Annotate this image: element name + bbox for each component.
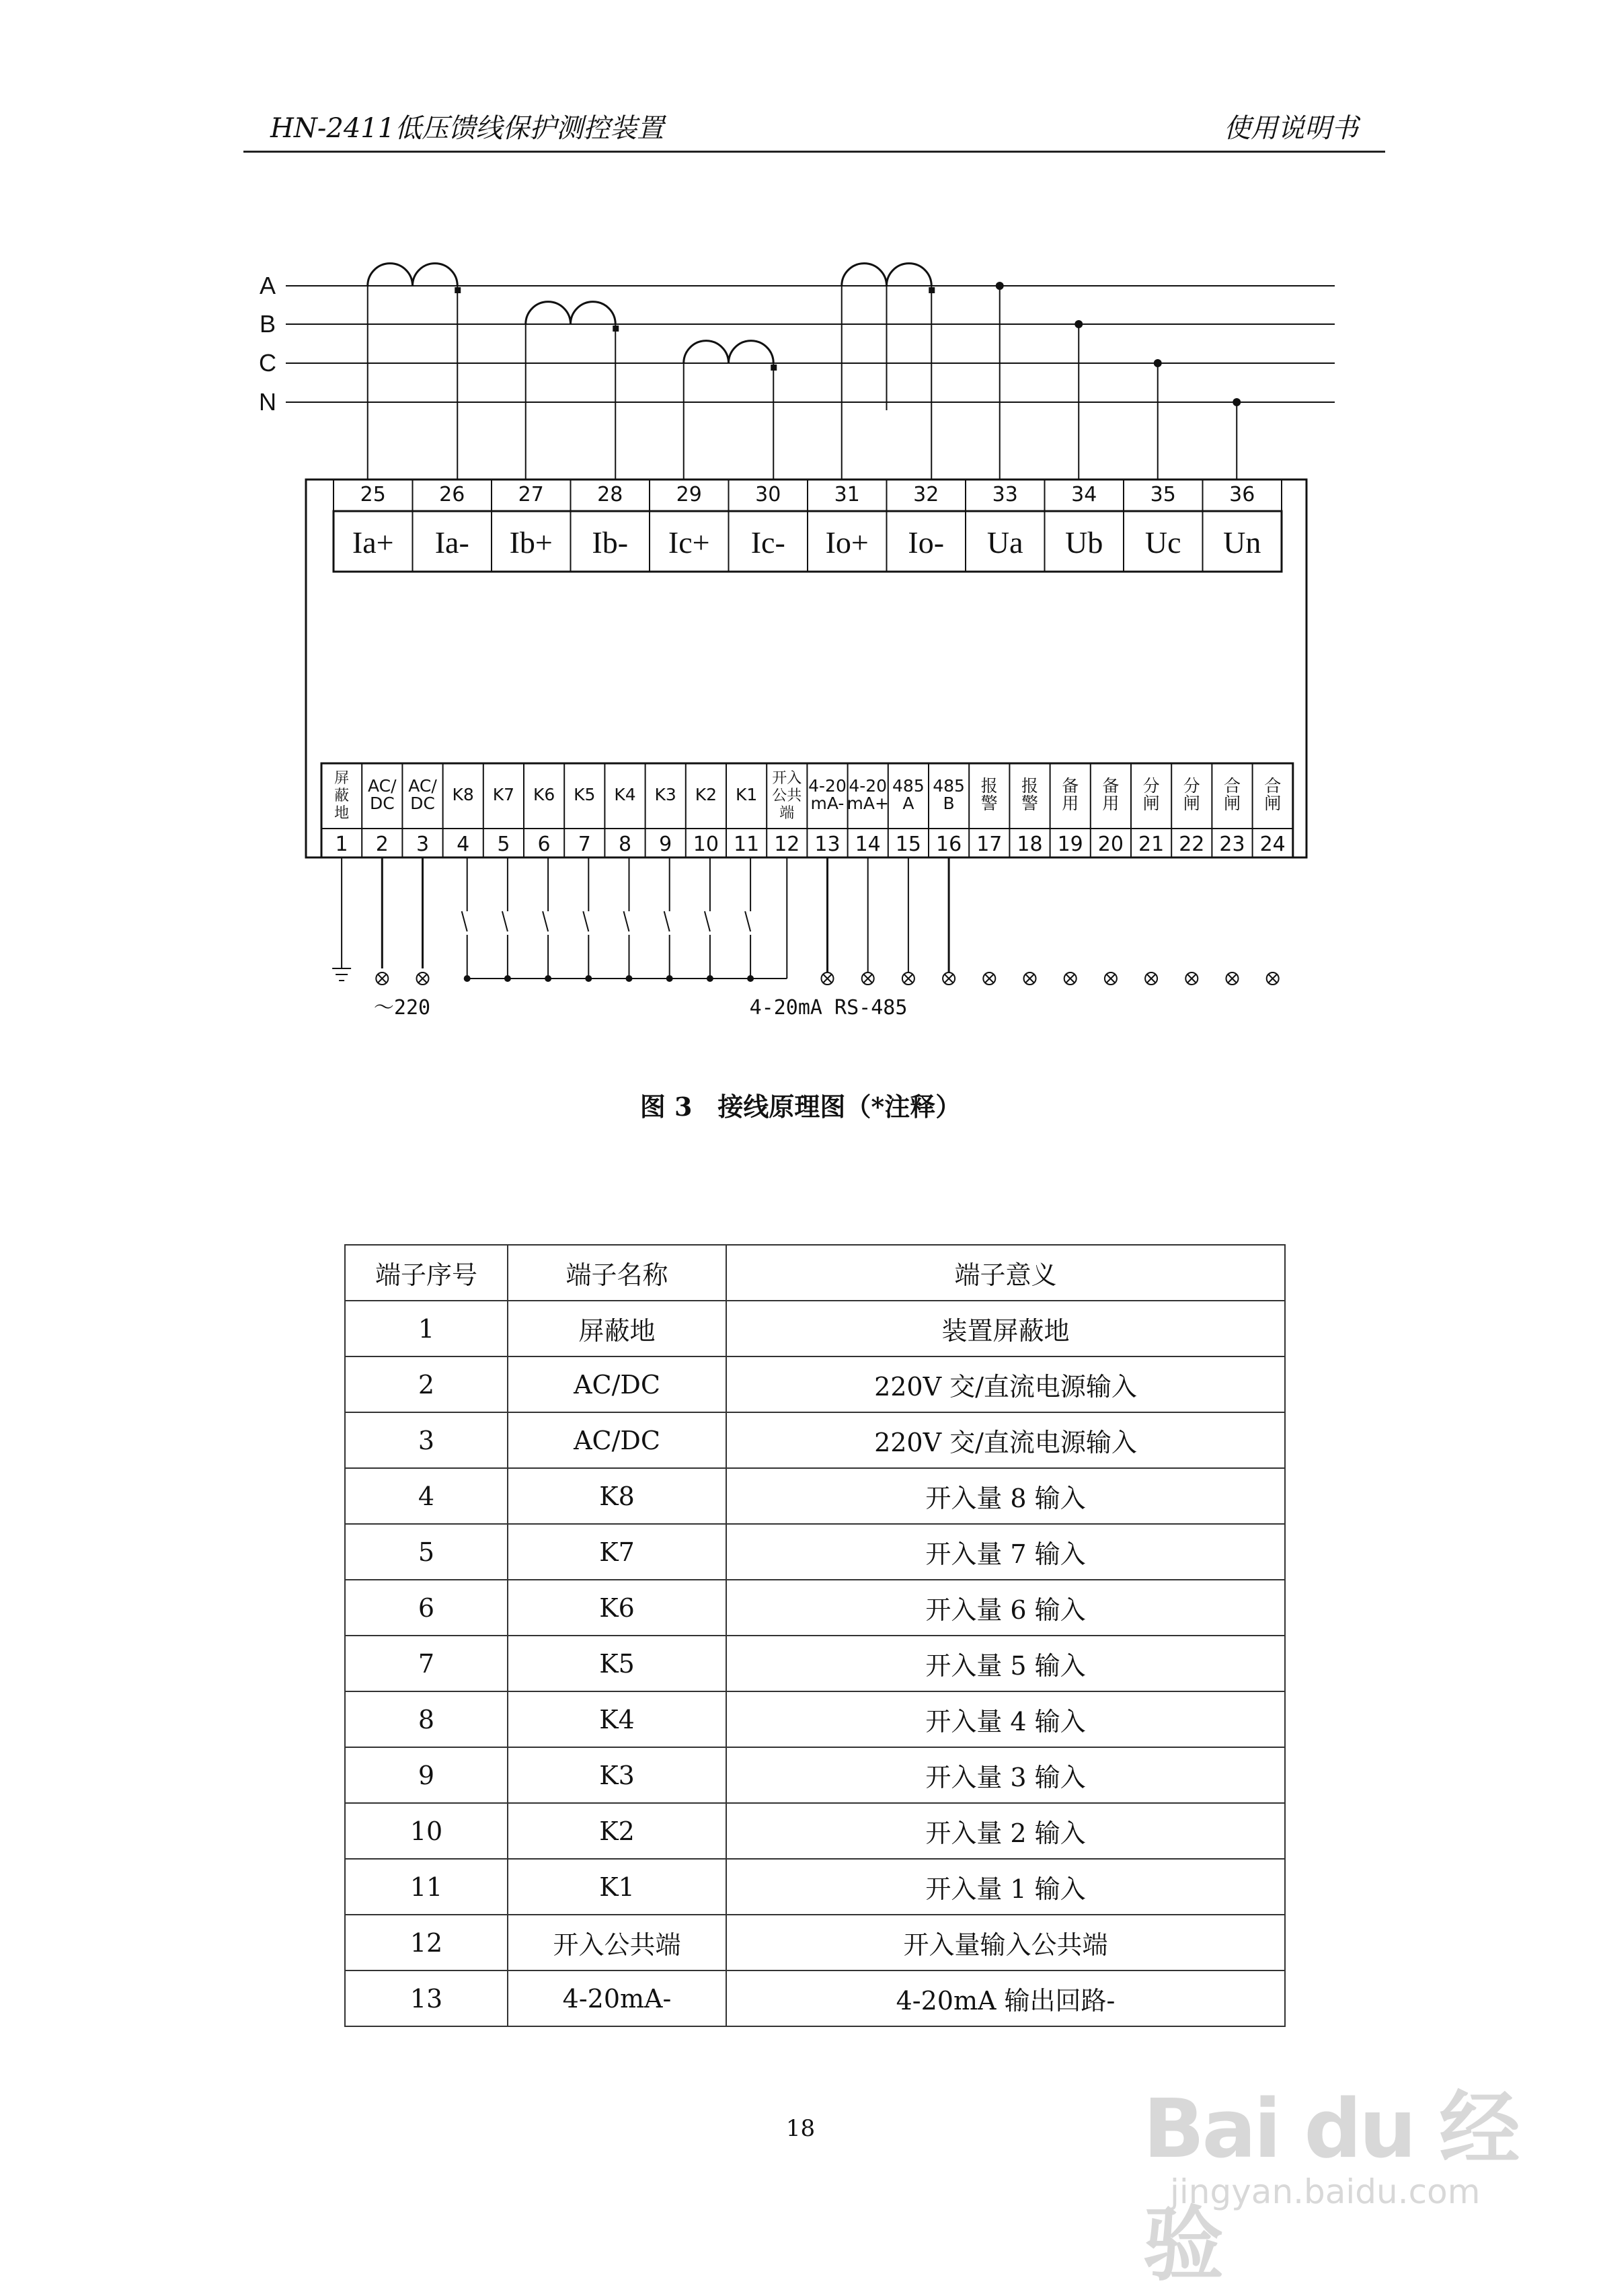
table-cell: 4 <box>345 1468 508 1524</box>
terminal-name-line: mA- <box>810 794 845 813</box>
junction-dot <box>1233 398 1241 406</box>
polarity-mark <box>455 287 461 293</box>
terminal-name: Ub <box>1065 525 1103 560</box>
terminal-name: Ic+ <box>668 525 710 560</box>
terminal-number: 20 <box>1097 833 1124 856</box>
input-switch <box>502 911 508 931</box>
terminal-number: 24 <box>1259 833 1286 856</box>
terminal-number: 29 <box>676 483 702 506</box>
table-row <box>345 1691 1285 1747</box>
table-cell: 6 <box>345 1580 508 1636</box>
terminal-name-line: K4 <box>614 785 636 804</box>
table-cell: 220V 交/直流电源输入 <box>726 1356 1285 1412</box>
terminal-name-line: K5 <box>574 785 596 804</box>
terminal-name-line: 屏 <box>334 770 350 787</box>
terminal-number: 7 <box>578 833 591 856</box>
terminal-number: 12 <box>774 833 800 856</box>
terminal-name-line: mA+ <box>847 794 889 813</box>
input-switch <box>624 911 629 931</box>
table-cell: 12 <box>345 1915 508 1970</box>
terminal-name-line: 485 <box>892 776 925 796</box>
table-row <box>345 1356 1285 1412</box>
terminal-name-line: 蔽 <box>334 788 350 804</box>
table-row <box>345 1747 1285 1803</box>
terminal-name-line: AC/ <box>408 776 437 796</box>
junction-dot <box>996 282 1004 290</box>
terminal-number: 6 <box>537 833 551 856</box>
terminal-number: 27 <box>518 483 544 506</box>
terminal-name-line: 地 <box>334 805 350 822</box>
terminal-number: 14 <box>855 833 881 856</box>
table-cell: 5 <box>345 1524 508 1580</box>
terminal-table <box>344 1244 1286 2027</box>
table-cell: 2 <box>345 1356 508 1412</box>
terminal-name-line: B <box>943 794 955 813</box>
table-cell: 屏蔽地 <box>508 1301 726 1356</box>
ct-coil <box>684 341 774 363</box>
input-switch <box>583 911 588 931</box>
terminal-number: 2 <box>375 833 389 856</box>
terminal-name-line: 485 <box>933 776 965 796</box>
terminal-number: 11 <box>734 833 760 856</box>
table-row <box>345 1859 1285 1915</box>
polarity-mark <box>771 365 777 371</box>
phase-label: A <box>259 272 276 299</box>
terminal-name: Ib- <box>592 525 629 560</box>
table-cell: 开入量 6 输入 <box>726 1580 1285 1636</box>
terminal-number: 26 <box>439 483 465 506</box>
table-row <box>345 1970 1285 2026</box>
input-switch <box>705 911 710 931</box>
table-row <box>345 1412 1285 1468</box>
terminal-name-line: 备 <box>1062 776 1079 796</box>
table-header-cell: 端子意义 <box>726 1245 1285 1301</box>
table-header-cell: 端子序号 <box>345 1245 508 1301</box>
ct-coil <box>842 264 932 286</box>
junction-dot <box>1075 320 1083 328</box>
table-cell: 开入量 5 输入 <box>726 1636 1285 1691</box>
terminal-name-line: 4-20 <box>808 776 847 796</box>
terminal-name-line: 合 <box>1223 776 1241 796</box>
figure-caption: 图 3 接线原理图（*注释） <box>639 1092 962 1122</box>
table-cell: 开入量 2 输入 <box>726 1803 1285 1859</box>
terminal-name-line: 用 <box>1102 794 1120 813</box>
input-switch <box>745 911 750 931</box>
terminal-name-line: 公共 <box>772 788 802 804</box>
terminal-name-line: 闸 <box>1183 794 1200 813</box>
terminal-name-line: 闸 <box>1142 794 1160 813</box>
terminal-number: 34 <box>1071 483 1097 506</box>
watermark-logo: Bai du 经验 <box>1143 2083 1518 2292</box>
table-header-row <box>345 1245 1285 1301</box>
table-row <box>345 1915 1285 1970</box>
table-cell: 11 <box>345 1859 508 1915</box>
table-row <box>345 1803 1285 1859</box>
table-cell: K8 <box>508 1468 726 1524</box>
input-switch <box>543 911 548 931</box>
terminal-number: 25 <box>360 483 386 506</box>
terminal-name-line: DC <box>410 794 435 813</box>
phase-label: C <box>259 349 276 377</box>
terminal-number: 23 <box>1219 833 1245 856</box>
terminal-name-line: K8 <box>452 785 474 804</box>
terminal-number: 16 <box>936 833 962 856</box>
terminal-number: 17 <box>976 833 1003 856</box>
terminal-name: Io- <box>908 525 945 560</box>
terminal-name-line: 报 <box>1021 776 1039 796</box>
terminal-name-line: 端 <box>779 805 795 822</box>
terminal-name-line: A <box>902 794 914 813</box>
terminal-number: 30 <box>755 483 781 506</box>
watermark-url: jingyan.baidu.com <box>1170 2172 1481 2211</box>
table-cell: K6 <box>508 1580 726 1636</box>
table-cell: K5 <box>508 1636 726 1691</box>
table-cell: K2 <box>508 1803 726 1859</box>
terminal-name-line: 警 <box>1021 794 1039 813</box>
table-cell: 开入量 7 输入 <box>726 1524 1285 1580</box>
table-cell: K1 <box>508 1859 726 1915</box>
terminal-number: 9 <box>659 833 672 856</box>
terminal-name-line: K7 <box>492 785 515 804</box>
table-cell: AC/DC <box>508 1356 726 1412</box>
terminal-number: 28 <box>597 483 623 506</box>
table-cell: 开入量 4 输入 <box>726 1691 1285 1747</box>
terminal-name-line: AC/ <box>368 776 397 796</box>
output-label: 4-20mA RS-485 <box>749 996 908 1020</box>
junction-dot <box>1154 359 1162 367</box>
terminal-number: 35 <box>1150 483 1176 506</box>
table-row <box>345 1301 1285 1356</box>
table-cell: 4-20mA 输出回路- <box>726 1970 1285 2026</box>
terminal-name-line: 闸 <box>1264 794 1282 813</box>
wiring-diagram <box>0 0 1601 1049</box>
phase-label: B <box>259 310 276 338</box>
table-cell: 10 <box>345 1803 508 1859</box>
terminal-number: 31 <box>834 483 860 506</box>
terminal-name-line: 用 <box>1062 794 1079 813</box>
terminal-number: 1 <box>335 833 348 856</box>
terminal-name-line: DC <box>369 794 395 813</box>
terminal-name: Ia+ <box>352 525 394 560</box>
terminal-name: Un <box>1223 525 1261 560</box>
table-cell: 13 <box>345 1970 508 2026</box>
table-cell: 9 <box>345 1747 508 1803</box>
page-number: 18 <box>785 2115 816 2142</box>
table-row <box>345 1524 1285 1580</box>
table-cell: 开入量 3 输入 <box>726 1747 1285 1803</box>
terminal-number: 8 <box>618 833 632 856</box>
terminal-number: 3 <box>416 833 430 856</box>
terminal-name: Ia- <box>434 525 469 560</box>
table-cell: K3 <box>508 1747 726 1803</box>
header-title: HN-2411低压馈线保护测控装置 <box>270 113 664 144</box>
terminal-number: 36 <box>1229 483 1255 506</box>
terminal-name-line: K6 <box>533 785 555 804</box>
terminal-number: 21 <box>1138 833 1165 856</box>
terminal-name-line: 闸 <box>1223 794 1241 813</box>
terminal-number: 19 <box>1057 833 1083 856</box>
table-cell: 220V 交/直流电源输入 <box>726 1412 1285 1468</box>
polarity-mark <box>929 287 935 293</box>
phase-label: N <box>259 388 276 416</box>
terminal-number: 4 <box>457 833 470 856</box>
ct-coil <box>526 302 616 324</box>
terminal-name: Ic- <box>750 525 785 560</box>
terminal-name-line: K3 <box>654 785 676 804</box>
header-right-label: 使用说明书 <box>1224 113 1358 144</box>
input-switch <box>462 911 467 931</box>
ct-coil <box>368 264 458 286</box>
terminal-number: 5 <box>497 833 510 856</box>
table-cell: 装置屏蔽地 <box>726 1301 1285 1356</box>
power-label: ～220 <box>373 996 431 1020</box>
table-cell: 8 <box>345 1691 508 1747</box>
terminal-name: Ua <box>986 525 1023 560</box>
terminal-name-line: K1 <box>735 785 758 804</box>
table-cell: 7 <box>345 1636 508 1691</box>
input-switch <box>664 911 670 931</box>
table-cell: 开入量输入公共端 <box>726 1915 1285 1970</box>
table-cell: K7 <box>508 1524 726 1580</box>
terminal-name-line: 分 <box>1142 776 1160 796</box>
terminal-name-line: 合 <box>1264 776 1282 796</box>
terminal-number: 15 <box>895 833 921 856</box>
terminal-number: 10 <box>693 833 719 856</box>
table-cell: AC/DC <box>508 1412 726 1468</box>
table-cell: 3 <box>345 1412 508 1468</box>
table-cell: 开入公共端 <box>508 1915 726 1970</box>
terminal-number: 18 <box>1017 833 1043 856</box>
table-row <box>345 1636 1285 1691</box>
terminal-name-line: 备 <box>1102 776 1120 796</box>
terminal-number: 32 <box>913 483 939 506</box>
terminal-number: 22 <box>1179 833 1205 856</box>
polarity-mark <box>613 326 619 332</box>
watermark <box>1116 2044 1520 2292</box>
terminal-name-line: 开入 <box>772 770 802 787</box>
terminal-name: Ib+ <box>509 525 553 560</box>
table-cell: K4 <box>508 1691 726 1747</box>
table-row <box>345 1468 1285 1524</box>
table-cell: 4-20mA- <box>508 1970 726 2026</box>
terminal-name-line: 分 <box>1183 776 1200 796</box>
table-row <box>345 1580 1285 1636</box>
table-header-cell: 端子名称 <box>508 1245 726 1301</box>
table-cell: 开入量 1 输入 <box>726 1859 1285 1915</box>
terminal-number: 33 <box>992 483 1018 506</box>
terminal-name-line: 警 <box>980 794 998 813</box>
table-cell: 1 <box>345 1301 508 1356</box>
terminal-name-line: 4-20 <box>849 776 888 796</box>
terminal-name-line: K2 <box>695 785 717 804</box>
table-cell: 开入量 8 输入 <box>726 1468 1285 1524</box>
terminal-name-line: 报 <box>980 776 998 796</box>
terminal-name: Io+ <box>825 525 869 560</box>
terminal-name: Uc <box>1144 525 1181 560</box>
terminal-number: 13 <box>814 833 841 856</box>
